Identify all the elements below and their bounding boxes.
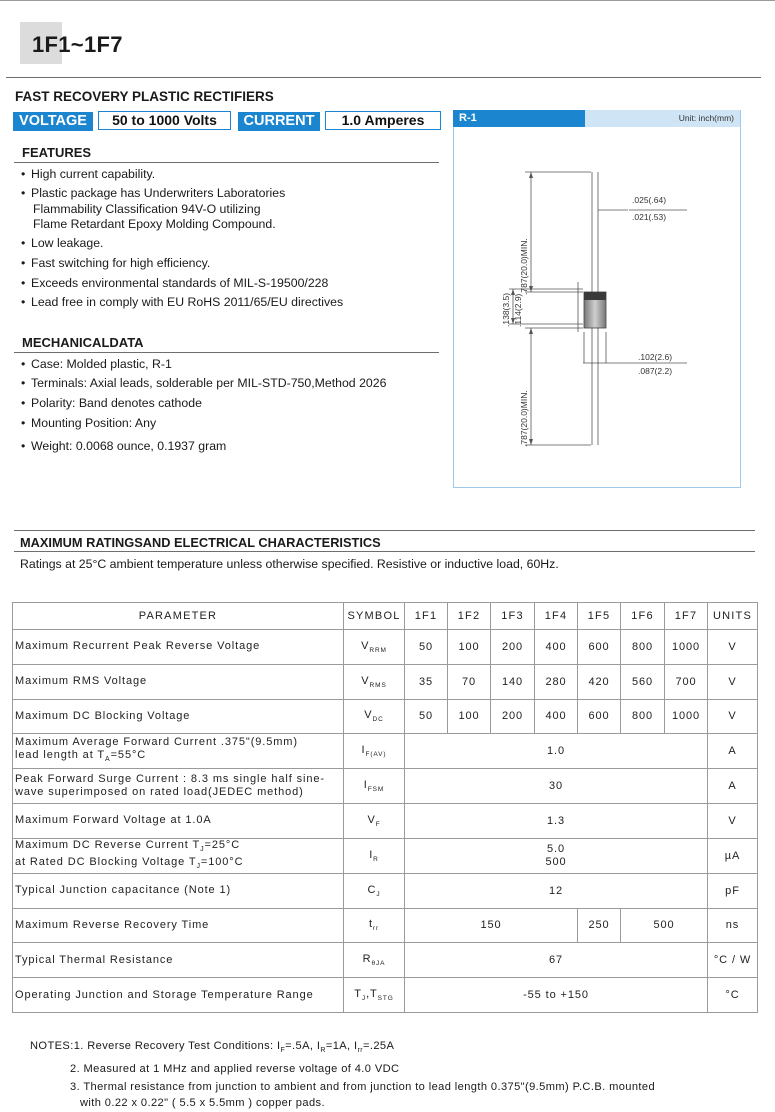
value-cell: 1.3 (405, 803, 708, 838)
unit-cell: V (708, 664, 758, 699)
value-cell: 1000 (665, 630, 708, 665)
header-part: 1F3 (491, 603, 535, 630)
feature-item: • High current capability. (21, 167, 156, 181)
value-cell: 67 (405, 943, 708, 978)
parameter-cell: Typical Thermal Resistance (13, 943, 344, 978)
voltage-value: 50 to 1000 Volts (98, 111, 231, 130)
parameter-cell: Typical Junction capacitance (Note 1) (13, 873, 344, 908)
value-cell: 420 (578, 664, 621, 699)
unit-cell: A (708, 769, 758, 804)
table-row (13, 664, 758, 699)
voltage-tag: VOLTAGE (13, 112, 93, 131)
unit-cell: V (708, 699, 758, 734)
symbol-cell: $V_{RRM}$ (344, 630, 405, 665)
current-tag: CURRENT (238, 112, 320, 131)
product-subtitle: FAST RECOVERY PLASTIC RECTIFIERS (15, 89, 274, 104)
header-symbol: SYMBOL (344, 603, 405, 630)
unit-cell: A (708, 734, 758, 769)
value-cell: 100 (448, 630, 491, 665)
title-rule (6, 77, 761, 78)
value-cell: 140 (491, 664, 535, 699)
parameter-cell: Maximum Average Forward Current .375"(9.5mm) lead length at $T_A=55^\circ C$ (13, 734, 344, 769)
header-part: 1F4 (535, 603, 578, 630)
table-row (13, 978, 758, 1013)
unit-cell: ns (708, 908, 758, 943)
symbol-cell: $I_R$ (344, 838, 405, 873)
table-row (13, 803, 758, 838)
parameter-cell: Maximum DC Reverse Current $T_J=25^\circ C$ at Rated DC Blocking Voltage $T_J=100^\circ C$ (13, 838, 344, 873)
feature-item: • Fast switching for high efficiency. (21, 256, 211, 270)
unit-cell: °C (708, 978, 758, 1013)
header-part: 1F6 (621, 603, 665, 630)
top-border (0, 0, 775, 1)
symbol-cell: $V_{RMS}$ (344, 664, 405, 699)
parameter-cell: Operating Junction and Storage Temperature Range (13, 978, 344, 1013)
ratings-bottom-rule (14, 551, 755, 552)
features-rule (14, 162, 439, 163)
note-3: 3. Thermal resistance from junction to ambient and from junction to lead length 0.375"(9.5mm) P.C.B. mounted (70, 1081, 656, 1094)
feature-item: • Lead free in comply with EU RoHS 2011/65/EU directives (21, 295, 344, 309)
value-cell: 800 (621, 630, 665, 665)
mechanical-item: • Case: Molded plastic, R-1 (21, 357, 172, 371)
table-row (13, 630, 758, 665)
symbol-cell: $V_{DC}$ (344, 699, 405, 734)
package-outline-drawing (453, 127, 739, 485)
parameter-cell: Maximum RMS Voltage (13, 664, 344, 699)
note-3-continued: with 0.22 x 0.22" ( 5.5 x 5.5mm ) copper pads. (80, 1097, 325, 1110)
features-heading: FEATURES (22, 145, 92, 160)
parameter-cell: Maximum Reverse Recovery Time (13, 908, 344, 943)
table-row (13, 769, 758, 804)
feature-item: • Plastic package has Underwriters Laboratories Flammability Classification 94V-O utilizing Flame Retardant Epoxy Molding Compound. (21, 186, 286, 231)
value-cell: 600 (578, 699, 621, 734)
symbol-cell: $t_{rr}$ (344, 908, 405, 943)
value-cell: 5.0 500 (405, 838, 708, 873)
table-row (13, 873, 758, 908)
header-part: 1F5 (578, 603, 621, 630)
notes-block (30, 1037, 655, 1112)
unit-cell: pF (708, 873, 758, 908)
table-row (13, 699, 758, 734)
parameter-cell: Maximum Forward Voltage at 1.0A (13, 803, 344, 838)
value-cell: 50 (405, 630, 448, 665)
feature-item: • Low leakage. (21, 236, 104, 250)
value-cell: 400 (535, 699, 578, 734)
body-length-min-label: .114(2.9) (513, 293, 523, 327)
ratings-top-rule (14, 530, 755, 531)
symbol-cell: $T_J,T_{STG}$ (344, 978, 405, 1013)
table-header-row (13, 603, 758, 630)
parameter-cell: Peak Forward Surge Current : 8.3 ms single half sine- wave superimposed on rated load(JEDEC method) (13, 769, 344, 804)
value-cell: 200 (491, 630, 535, 665)
parameter-cell: Maximum Recurrent Peak Reverse Voltage (13, 630, 344, 665)
value-cell: 30 (405, 769, 708, 804)
value-cell: 1.0 (405, 734, 708, 769)
ratings-note: Ratings at 25°C ambient temperature unless otherwise specified. Resistive or inductive load, 60Hz. (20, 557, 559, 571)
value-cell: 50 (405, 699, 448, 734)
lead-diameter-min-label: .021(.53) (632, 212, 667, 222)
mechanical-item: • Mounting Position: Any (21, 416, 157, 430)
note-1: NOTES:1. Reverse Recovery Test Conditions: $I_F=.5A$, $I_R=1A$, $I_{rr}=.25A$ (30, 1040, 395, 1055)
table-row (13, 838, 758, 873)
lead-length-bottom-label: .787(20.0)MIN. (519, 390, 529, 447)
unit-cell: V (708, 803, 758, 838)
mechanical-item: • Weight: 0.0068 ounce, 0.1937 gram (21, 439, 227, 453)
symbol-cell: $I_{F(AV)}$ (344, 734, 405, 769)
unit-label: Unit: inch(mm) (585, 110, 740, 127)
value-cell: 150 (405, 908, 578, 943)
unit-cell: V (708, 630, 758, 665)
header-units: UNITS (708, 603, 758, 630)
package-name: R-1 (453, 110, 585, 127)
body-diameter-max-label: .102(2.6) (638, 352, 673, 362)
value-cell: 280 (535, 664, 578, 699)
value-cell: 560 (621, 664, 665, 699)
unit-cell: °C / W (708, 943, 758, 978)
lead-length-top-label: .787(20.0)MIN. (519, 238, 529, 295)
header-part: 1F7 (665, 603, 708, 630)
value-cell: 200 (491, 699, 535, 734)
value-cell: 250 (578, 908, 621, 943)
value-cell: 70 (448, 664, 491, 699)
table-row (13, 943, 758, 978)
mechanical-heading: MECHANICALDATA (22, 335, 144, 350)
symbol-cell: $I_{FSM}$ (344, 769, 405, 804)
unit-cell: µA (708, 838, 758, 873)
value-cell: 35 (405, 664, 448, 699)
lead-diameter-max-label: .025(.64) (632, 195, 667, 205)
page-title: 1F1~1F7 (32, 32, 123, 57)
value-cell: 700 (665, 664, 708, 699)
header-part: 1F1 (405, 603, 448, 630)
value-cell: 1000 (665, 699, 708, 734)
value-cell: 400 (535, 630, 578, 665)
table-row (13, 734, 758, 769)
table-row (13, 908, 758, 943)
value-cell: 500 (621, 908, 708, 943)
value-cell: -55 to +150 (405, 978, 708, 1013)
mechanical-item: • Terminals: Axial leads, solderable per MIL-STD-750,Method 2026 (21, 376, 387, 390)
value-cell: 100 (448, 699, 491, 734)
body-length-max-label: .138(3.5) (501, 292, 511, 327)
symbol-cell: $V_F$ (344, 803, 405, 838)
value-cell: 600 (578, 630, 621, 665)
note-2: 2. Measured at 1 MHz and applied reverse voltage of 4.0 VDC (70, 1063, 400, 1076)
mechanical-item: • Polarity: Band denotes cathode (21, 396, 202, 410)
value-cell: 12 (405, 873, 708, 908)
ratings-heading: MAXIMUM RATINGSAND ELECTRICAL CHARACTERISTICS (20, 535, 381, 550)
body-diameter-min-label: .087(2.2) (638, 366, 673, 376)
header-part: 1F2 (448, 603, 491, 630)
current-value: 1.0 Amperes (325, 111, 441, 130)
feature-item: • Exceeds environmental standards of MIL-S-19500/228 (21, 276, 329, 290)
value-cell: 800 (621, 699, 665, 734)
parameter-cell: Maximum DC Blocking Voltage (13, 699, 344, 734)
symbol-cell: $C_J$ (344, 873, 405, 908)
mechanical-rule (14, 352, 439, 353)
ratings-table (12, 602, 758, 1013)
symbol-cell: $R_{\theta JA}$ (344, 943, 405, 978)
header-parameter: PARAMETER (13, 603, 344, 630)
